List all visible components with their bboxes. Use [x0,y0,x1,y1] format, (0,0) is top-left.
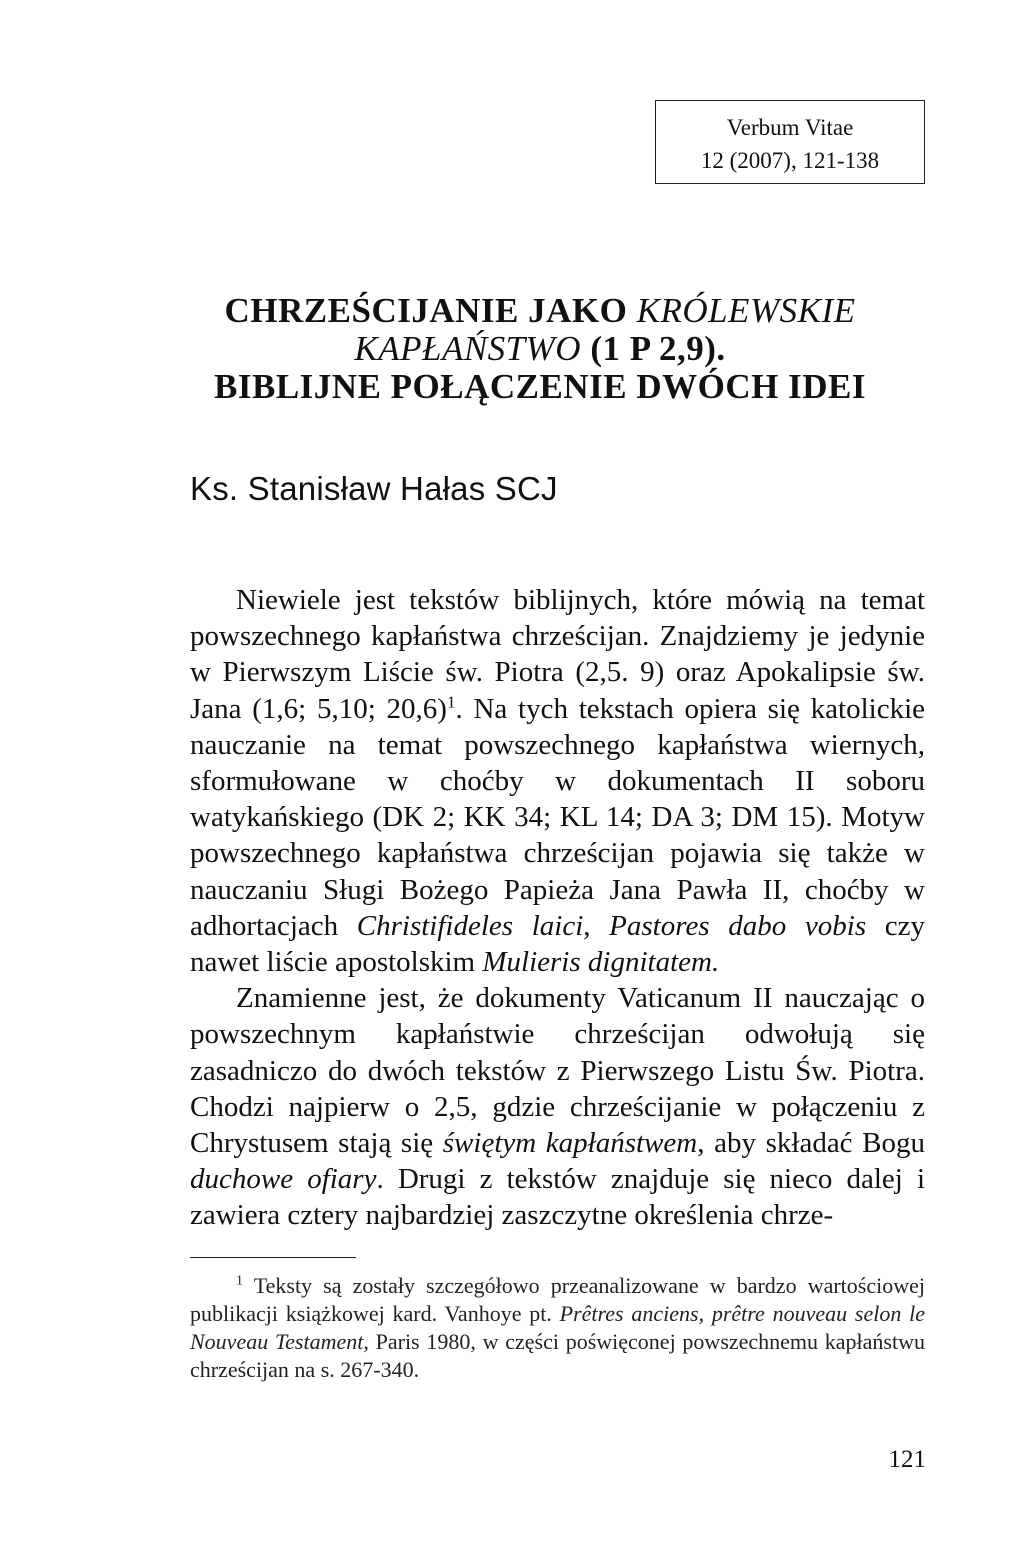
journal-name: Verbum Vitae [726,115,854,140]
title-line-1: CHRZEŚCIJANIE JAKO KRÓLEWSKIE [224,291,856,330]
body-paragraph-1: Niewiele jest tekstów biblijnych, które mówią na temat powszechnego kapłaństwa chrześcijan. Znajdziemy je jedynie w Pierwszym Liście św. Piotra (2,5. 9) oraz Apokalipsie św. Jana (1,6; 5,10; 20,6)$^1$. Na tych tekstach opiera się katolickie nauczanie na temat powszechnego kapłaństwa wiernych, sformułowane w choćby w dokumentach II soboru watykańskiego (DK 2; KK 34; KL 14; DA 3; DM 15). Motyw powszechnego kapłaństwa chrześcijan pojawia się także w nauczaniu Sługi Bożego Papieża Jana Pawła II, choćby w adhortacjach Christifideles laici, Pastores dabo vobis czy nawet liście apostolskim Mulieris dignitatem. [190,584,925,979]
footnote-reference: 1 [446,691,456,711]
footnote-1: $^1$ Teksty są zostały szczegółowo przeanalizowane w bardzo wartościowej publikacji książkowej kard. Vanhoye pt. Prêtres anciens, prêtre nouveau selon le Nouveau Testament, Paris 1980, w części poświęconej powszechnemu kapłaństwu chrześcijan na s. 267-340. [190,1273,925,1382]
author-name: Ks. Stanisław Hałas SCJ [190,470,558,507]
document-title: Pastores dabo vobis [609,909,867,942]
body-paragraph-2: Znamienne jest, że dokumenty Vaticanum II nauczając o powszechnym kapłaństwie chrześcijan odwołują się zasadniczo do dwóch tekstów z Pierwszego Listu Św. Piotra. Chodzi najpierw o 2,5, gdzie chrześcijanie w połączeniu z Chrystusem stają się świętym kapłaństwem, aby składać Bogu duchowe ofiary. Drugi z tekstów znajduje się nieco dalej i zawiera cztery najbardziej zaszczytne określenia chrze- [190,982,926,1232]
document-title: Mulieris dignitatem. [482,946,720,979]
page-number: 121 [888,1446,926,1473]
journal-citation-box [655,100,925,184]
footnote-divider [190,1257,356,1258]
title-line-3: BIBLIJNE POŁĄCZENIE DWÓCH IDEI [214,367,866,406]
emphasis-phrase: duchowe ofiary [190,1163,377,1196]
cited-book-title: Prêtres anciens, prêtre nouveau selon le Nouveau Testament, [190,1301,925,1354]
title-line-2: KAPŁAŃSTWO (1 P 2,9). [354,329,726,368]
article-body [190,582,925,1234]
journal-issue: 12 (2007), 121-138 [700,148,880,173]
document-title: Christifideles laici [356,909,584,942]
footnote [190,1272,925,1384]
emphasis-phrase: świętym kapłaństwem [442,1127,698,1160]
footnote-marker: 1 [236,1273,243,1289]
article-title [150,292,930,406]
